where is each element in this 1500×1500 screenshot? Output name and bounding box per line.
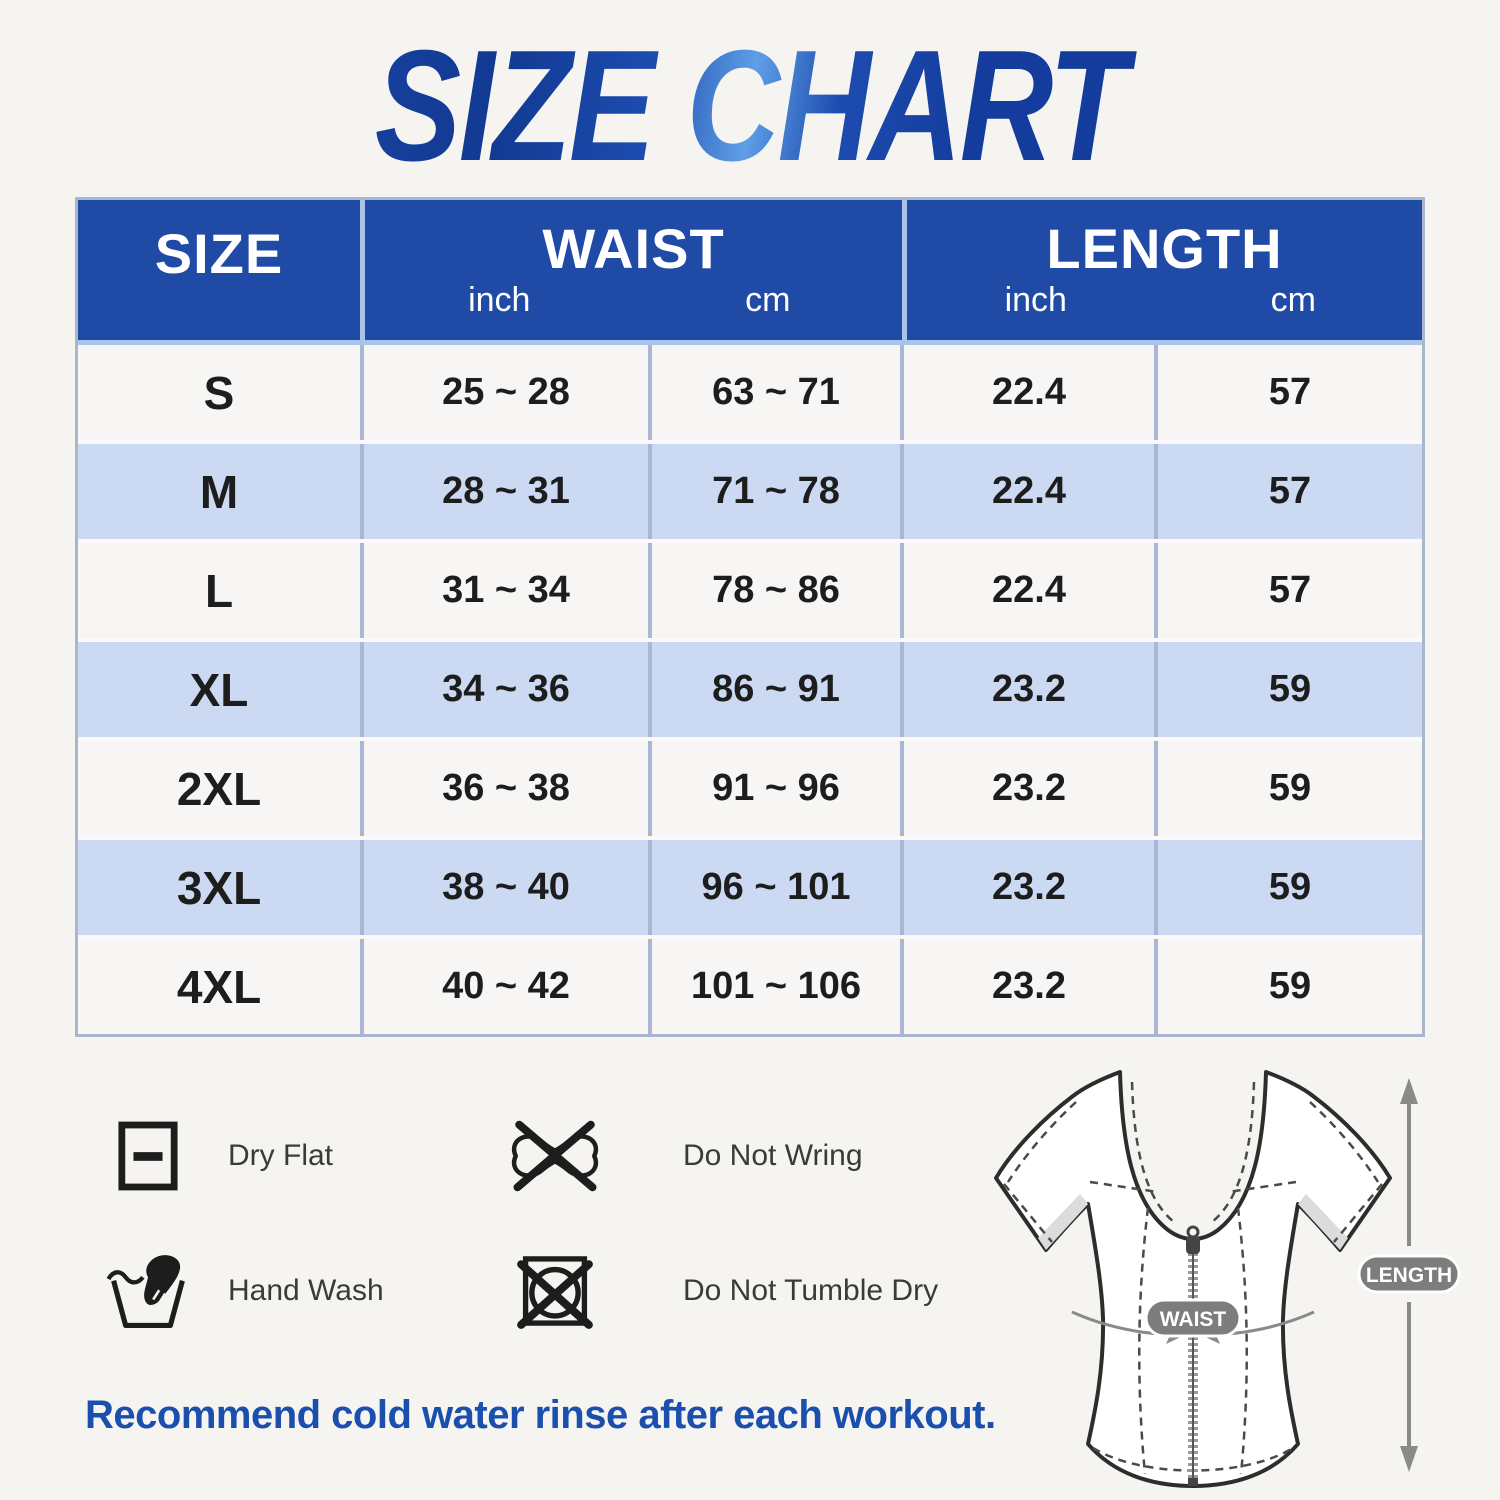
table-cell: 101 ~ 106 (648, 939, 900, 1034)
table-row (78, 737, 1422, 836)
hand-wash-icon (100, 1251, 196, 1331)
header-length-label: LENGTH (1046, 216, 1283, 280)
table-cell: 23.2 (900, 840, 1154, 935)
table-cell: 22.4 (900, 345, 1154, 440)
table-cell: 78 ~ 86 (648, 543, 900, 638)
table-row (78, 539, 1422, 638)
table-cell: 59 (1154, 840, 1422, 935)
care-label: Hand Wash (228, 1273, 384, 1307)
table-cell: 36 ~ 38 (360, 741, 648, 836)
table-cell: 22.4 (900, 444, 1154, 539)
table-cell: 25 ~ 28 (360, 345, 648, 440)
table-cell: 59 (1154, 642, 1422, 737)
header-waist-label: WAIST (542, 216, 725, 280)
header-length-group (902, 200, 1422, 340)
table-cell: 63 ~ 71 (648, 345, 900, 440)
zipper (1186, 1227, 1200, 1486)
header-length-unit-inch: inch (1004, 281, 1067, 320)
table-cell: 40 ~ 42 (360, 939, 648, 1034)
care-label: Do Not Tumble Dry (683, 1273, 939, 1307)
table-cell: M (199, 465, 239, 518)
table-header (78, 200, 1422, 345)
table-cell: 23.2 (900, 741, 1154, 836)
table-cell: 57 (1154, 444, 1422, 539)
table-body (78, 345, 1422, 1034)
header-waist-group (360, 200, 902, 340)
header-waist-unit-inch: inch (468, 281, 531, 320)
garment-diagram (952, 1050, 1497, 1500)
care-label: Dry Flat (228, 1138, 333, 1172)
table-cell: 3XL (176, 861, 262, 914)
table-cell: L (204, 564, 234, 617)
length-arrow (1359, 1078, 1459, 1472)
table-cell: 71 ~ 78 (648, 444, 900, 539)
table-cell: 22.4 (900, 543, 1154, 638)
header-waist-unit-cm: cm (745, 281, 791, 320)
size-chart-table (75, 197, 1425, 1037)
care-label: Do Not Wring (683, 1138, 863, 1172)
table-cell: 91 ~ 96 (648, 741, 900, 836)
table-cell: 2XL (176, 762, 262, 815)
table-cell: 4XL (176, 960, 262, 1013)
table-cell: 96 ~ 101 (648, 840, 900, 935)
table-cell: 31 ~ 34 (360, 543, 648, 638)
do-not-wring-icon (505, 1115, 605, 1197)
table-row (78, 638, 1422, 737)
table-cell: S (203, 366, 235, 419)
table-cell: 59 (1154, 939, 1422, 1034)
table-cell: 38 ~ 40 (360, 840, 648, 935)
waist-badge (1146, 1300, 1240, 1336)
table-row (78, 836, 1422, 935)
do-not-tumble-dry-icon (505, 1250, 605, 1332)
care-item-do-not-wring (505, 1115, 1025, 1197)
header-length-unit-cm: cm (1270, 281, 1316, 320)
table-row (78, 345, 1422, 440)
header-size-label: SIZE (154, 221, 284, 285)
table-row (78, 440, 1422, 539)
care-item-dry-flat (100, 1120, 505, 1192)
dry-flat-icon (100, 1120, 196, 1192)
length-badge-label: LENGTH (1365, 1264, 1453, 1287)
waist-badge-label: WAIST (1159, 1308, 1227, 1331)
care-item-do-not-tumble-dry (505, 1250, 1025, 1332)
care-item-hand-wash (100, 1251, 505, 1331)
table-cell: 23.2 (900, 939, 1154, 1034)
footnote-text: Recommend cold water rinse after each workout. (85, 1393, 996, 1437)
page-title: SIZE CHART (135, 16, 1365, 197)
table-cell: 28 ~ 31 (360, 444, 648, 539)
table-cell: 23.2 (900, 642, 1154, 737)
table-row (78, 935, 1422, 1034)
table-cell: 57 (1154, 345, 1422, 440)
table-cell: XL (189, 663, 249, 716)
table-cell: 59 (1154, 741, 1422, 836)
table-cell: 86 ~ 91 (648, 642, 900, 737)
care-instructions (100, 1088, 1025, 1358)
table-cell: 34 ~ 36 (360, 642, 648, 737)
table-cell: 57 (1154, 543, 1422, 638)
